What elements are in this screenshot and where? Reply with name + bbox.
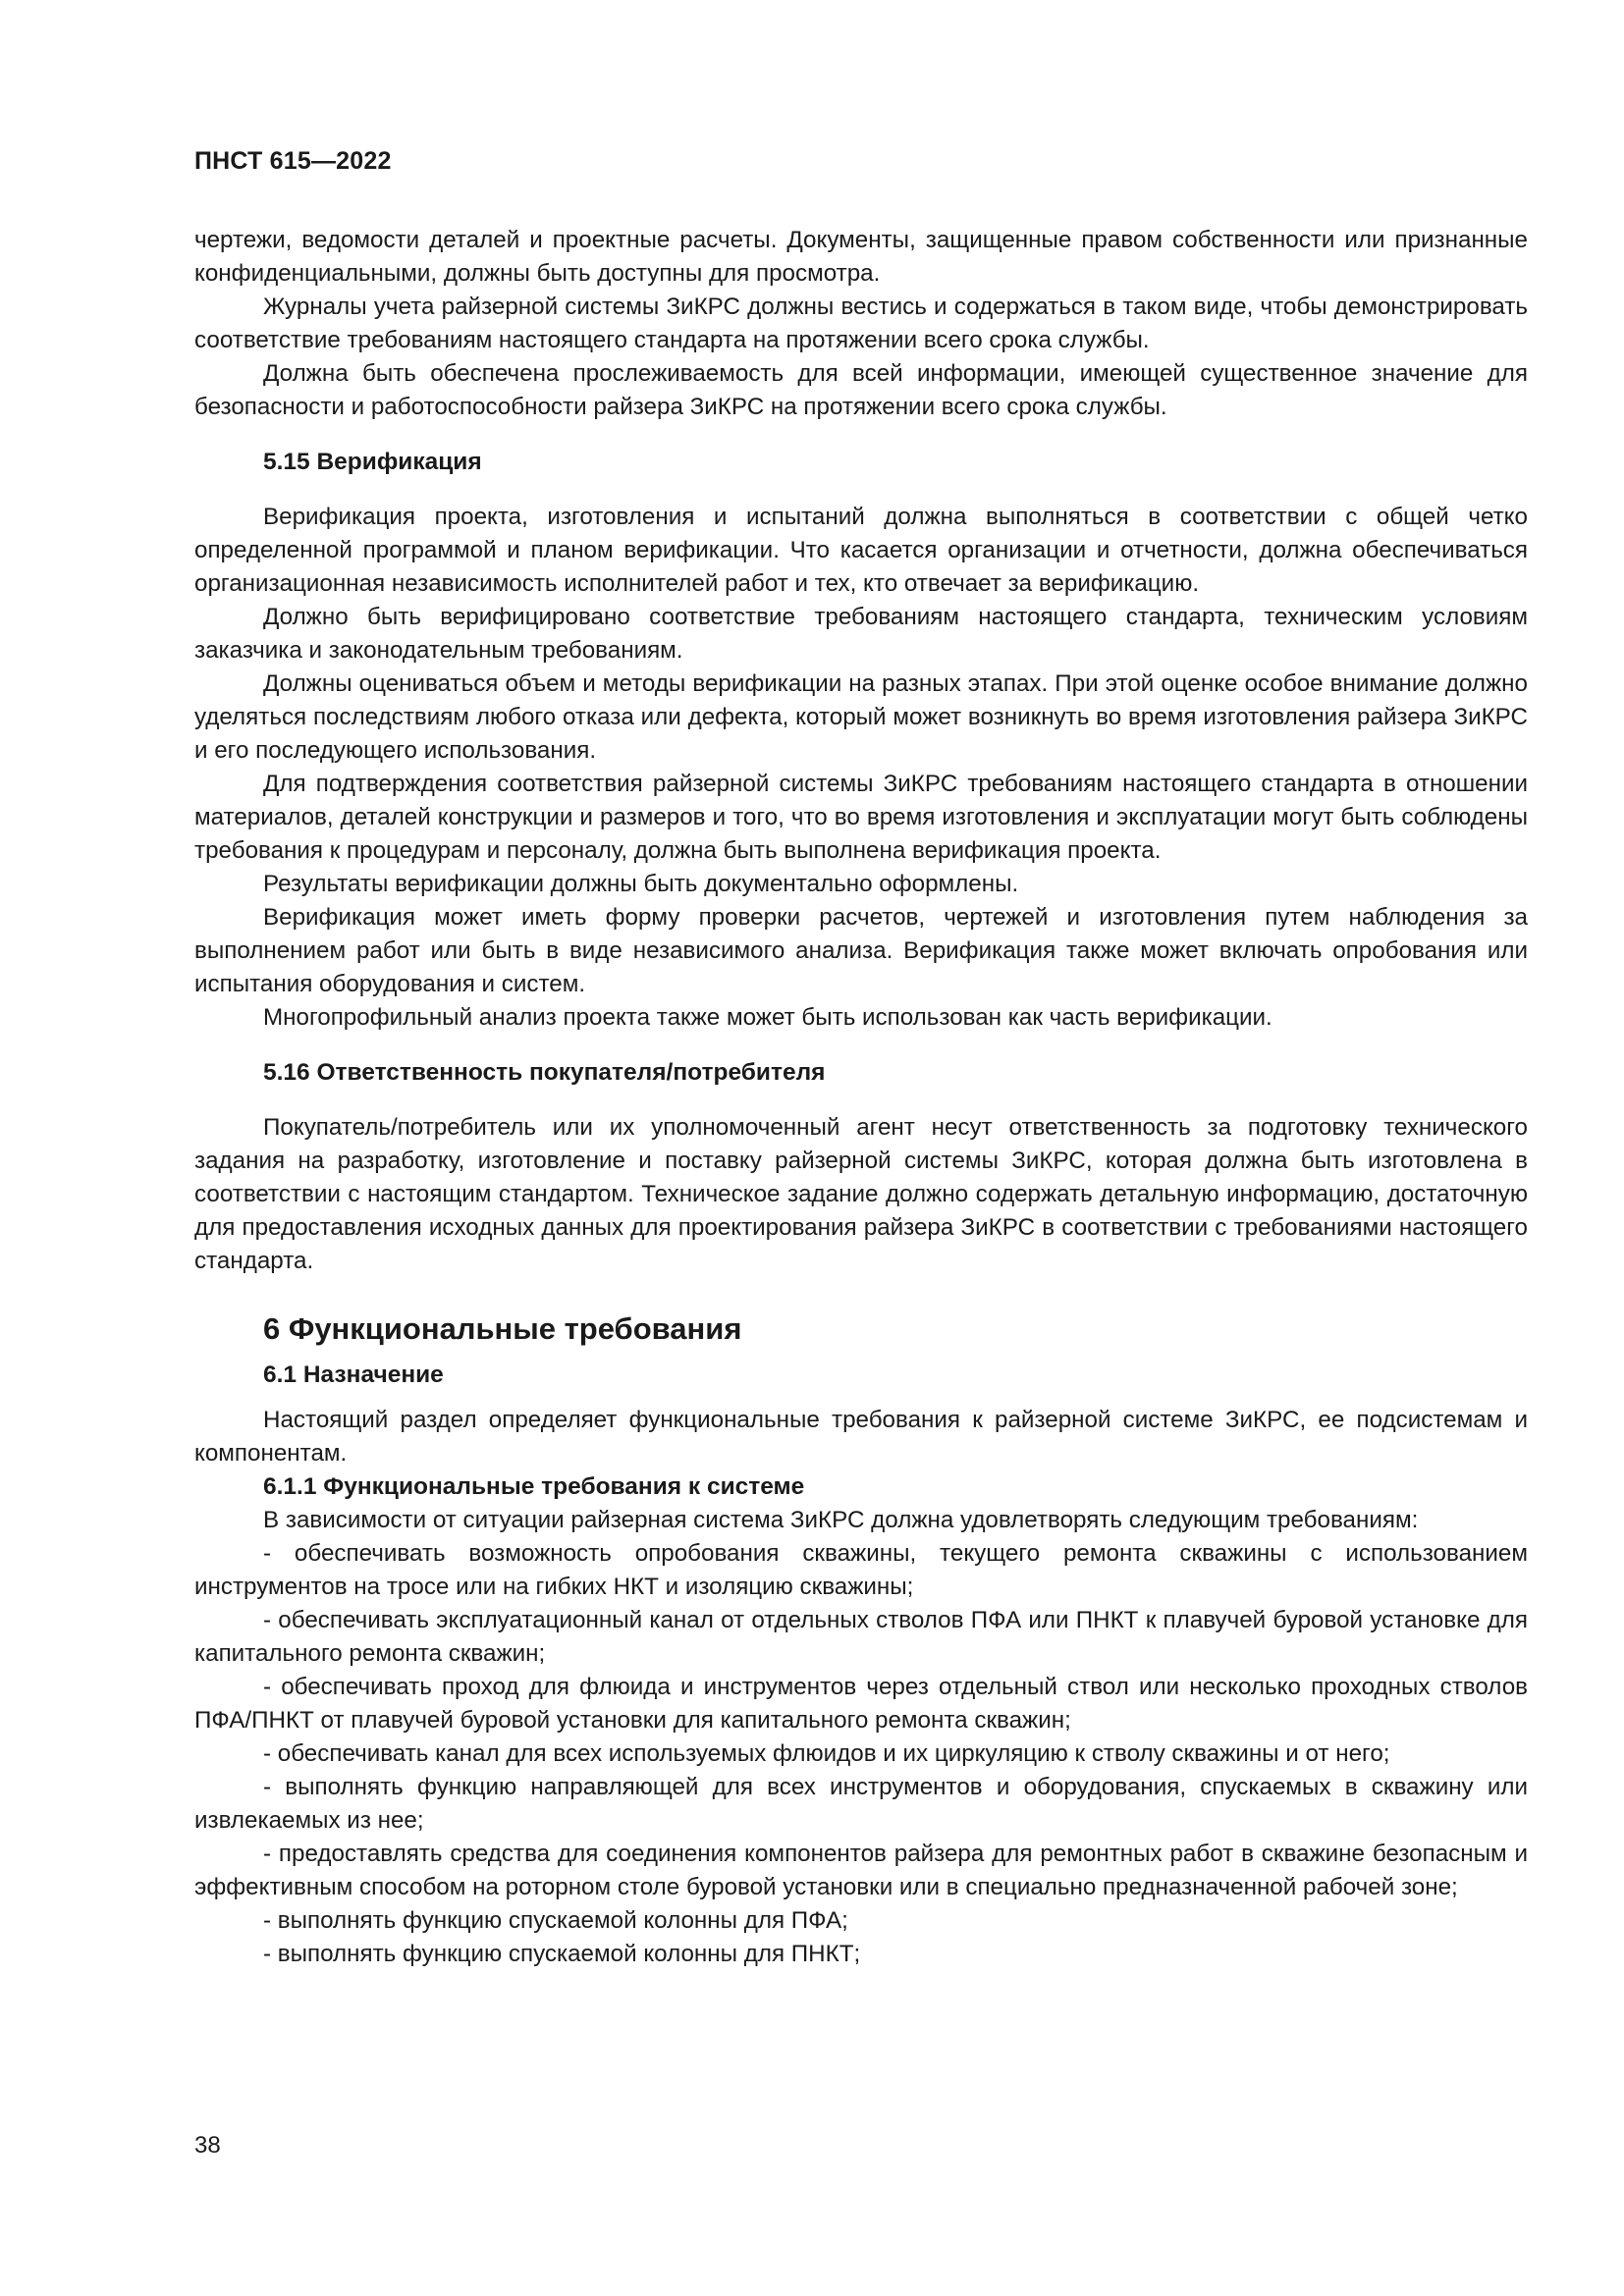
- paragraph: чертежи, ведомости деталей и проектные расчеты. Документы, защищенные правом собственности или признанные конфиденциальными, должны быть доступны для просмотра.: [194, 227, 1528, 287]
- list-item: - выполнять функцию направляющей для всех инструментов и оборудования, спускаемых в скважину или извлекаемых из нее;: [194, 1774, 1528, 1834]
- chapter-heading-6: 6 Функциональные требования: [263, 1311, 742, 1346]
- paragraph: Покупатель/потребитель или их уполномоченный агент несут ответственность за подготовку технического задания на разработку, изготовление и поставку райзерной системы ЗиКРС, которая должна быть изготовлена в соответствии с настоящим стандартом. Техническое задание должно содержать детальную информацию, достаточную для предоставления исходных данных для проектирования райзера ЗиКРС в соответствии с требованиями настоящего стандарта.: [194, 1114, 1528, 1274]
- section-heading-6-1: 6.1 Назначение: [263, 1362, 444, 1388]
- section-heading-5-15: 5.15 Верификация: [263, 449, 482, 475]
- list-item: - обеспечивать проход для флюида и инструментов через отдельный ствол или несколько проходных стволов ПФА/ПНКТ от плавучей буровой установки для капитального ремонта скважин;: [194, 1674, 1528, 1734]
- paragraph: Многопрофильный анализ проекта также может быть использован как часть верификации.: [263, 1004, 1272, 1031]
- document-code-header: ПНСТ 615—2022: [194, 147, 392, 175]
- section-heading-5-16: 5.16 Ответственность покупателя/потребителя: [263, 1059, 826, 1086]
- paragraph: Настоящий раздел определяет функциональные требования к райзерной системе ЗиКРС, ее подсистемам и компонентам.: [194, 1407, 1528, 1467]
- paragraph: Должны оцениваться объем и методы верификации на разных этапах. При этой оценке особое внимание должно уделяться последствиям любого отказа или дефекта, который может возникнуть во время изготовления райзера ЗиКРС и его последующего использования.: [194, 670, 1528, 764]
- list-item: - предоставлять средства для соединения компонентов райзера для ремонтных работ в скважине безопасным и эффективным способом на роторном столе буровой установки или в специально предназначенной рабочей зоне;: [194, 1841, 1528, 1900]
- paragraph: Верификация проекта, изготовления и испытаний должна выполняться в соответствии с общей четко определенной программой и планом верификации. Что касается организации и отчетности, должна обеспечиваться организационная независимость исполнителей работ и тех, кто отвечает за верификацию.: [194, 504, 1528, 597]
- paragraph: Для подтверждения соответствия райзерной системы ЗиКРС требованиям настоящего стандарта в отношении материалов, деталей конструкции и размеров и того, что во время изготовления и эксплуатации могут быть соблюдены требования к процедурам и персоналу, должна быть выполнена верификация проекта.: [194, 771, 1528, 864]
- paragraph: Верификация может иметь форму проверки расчетов, чертежей и изготовления путем наблюдения за выполнением работ или быть в виде независимого анализа. Верификация также может включать опробования или испытания оборудования и систем.: [194, 904, 1528, 997]
- paragraph: Журналы учета райзерной системы ЗиКРС должны вестись и содержаться в таком виде, чтобы демонстрировать соответствие требованиям настоящего стандарта на протяжении всего срока службы.: [194, 294, 1528, 353]
- paragraph: Должна быть обеспечена прослеживаемость для всей информации, имеющей существенное значение для безопасности и работоспособности райзера ЗиКРС на протяжении всего срока службы.: [194, 360, 1528, 420]
- list-item: - выполнять функцию спускаемой колонны для ПНКТ;: [263, 1941, 861, 1967]
- list-item: - обеспечивать канал для всех используемых флюидов и их циркуляцию к стволу скважины и от него;: [263, 1740, 1390, 1767]
- paragraph: Результаты верификации должны быть документально оформлены.: [263, 871, 1019, 897]
- paragraph: Должно быть верифицировано соответствие требованиям настоящего стандарта, техническим условиям заказчика и законодательным требованиям.: [194, 604, 1528, 664]
- list-item: - обеспечивать возможность опробования скважины, текущего ремонта скважины с использованием инструментов на тросе или на гибких НКТ и изоляцию скважины;: [194, 1540, 1528, 1600]
- list-item: - выполнять функцию спускаемой колонны для ПФА;: [263, 1907, 848, 1934]
- paragraph: В зависимости от ситуации райзерная система ЗиКРС должна удовлетворять следующим требованиям:: [263, 1507, 1419, 1533]
- list-item: - обеспечивать эксплуатационный канал от отдельных стволов ПФА или ПНКТ к плавучей буровой установке для капитального ремонта скважин;: [194, 1607, 1528, 1667]
- document-body: [194, 224, 1528, 1971]
- page-number: 38: [194, 2132, 221, 2159]
- subsection-heading-6-1-1: 6.1.1 Функциональные требования к системе: [263, 1473, 805, 1500]
